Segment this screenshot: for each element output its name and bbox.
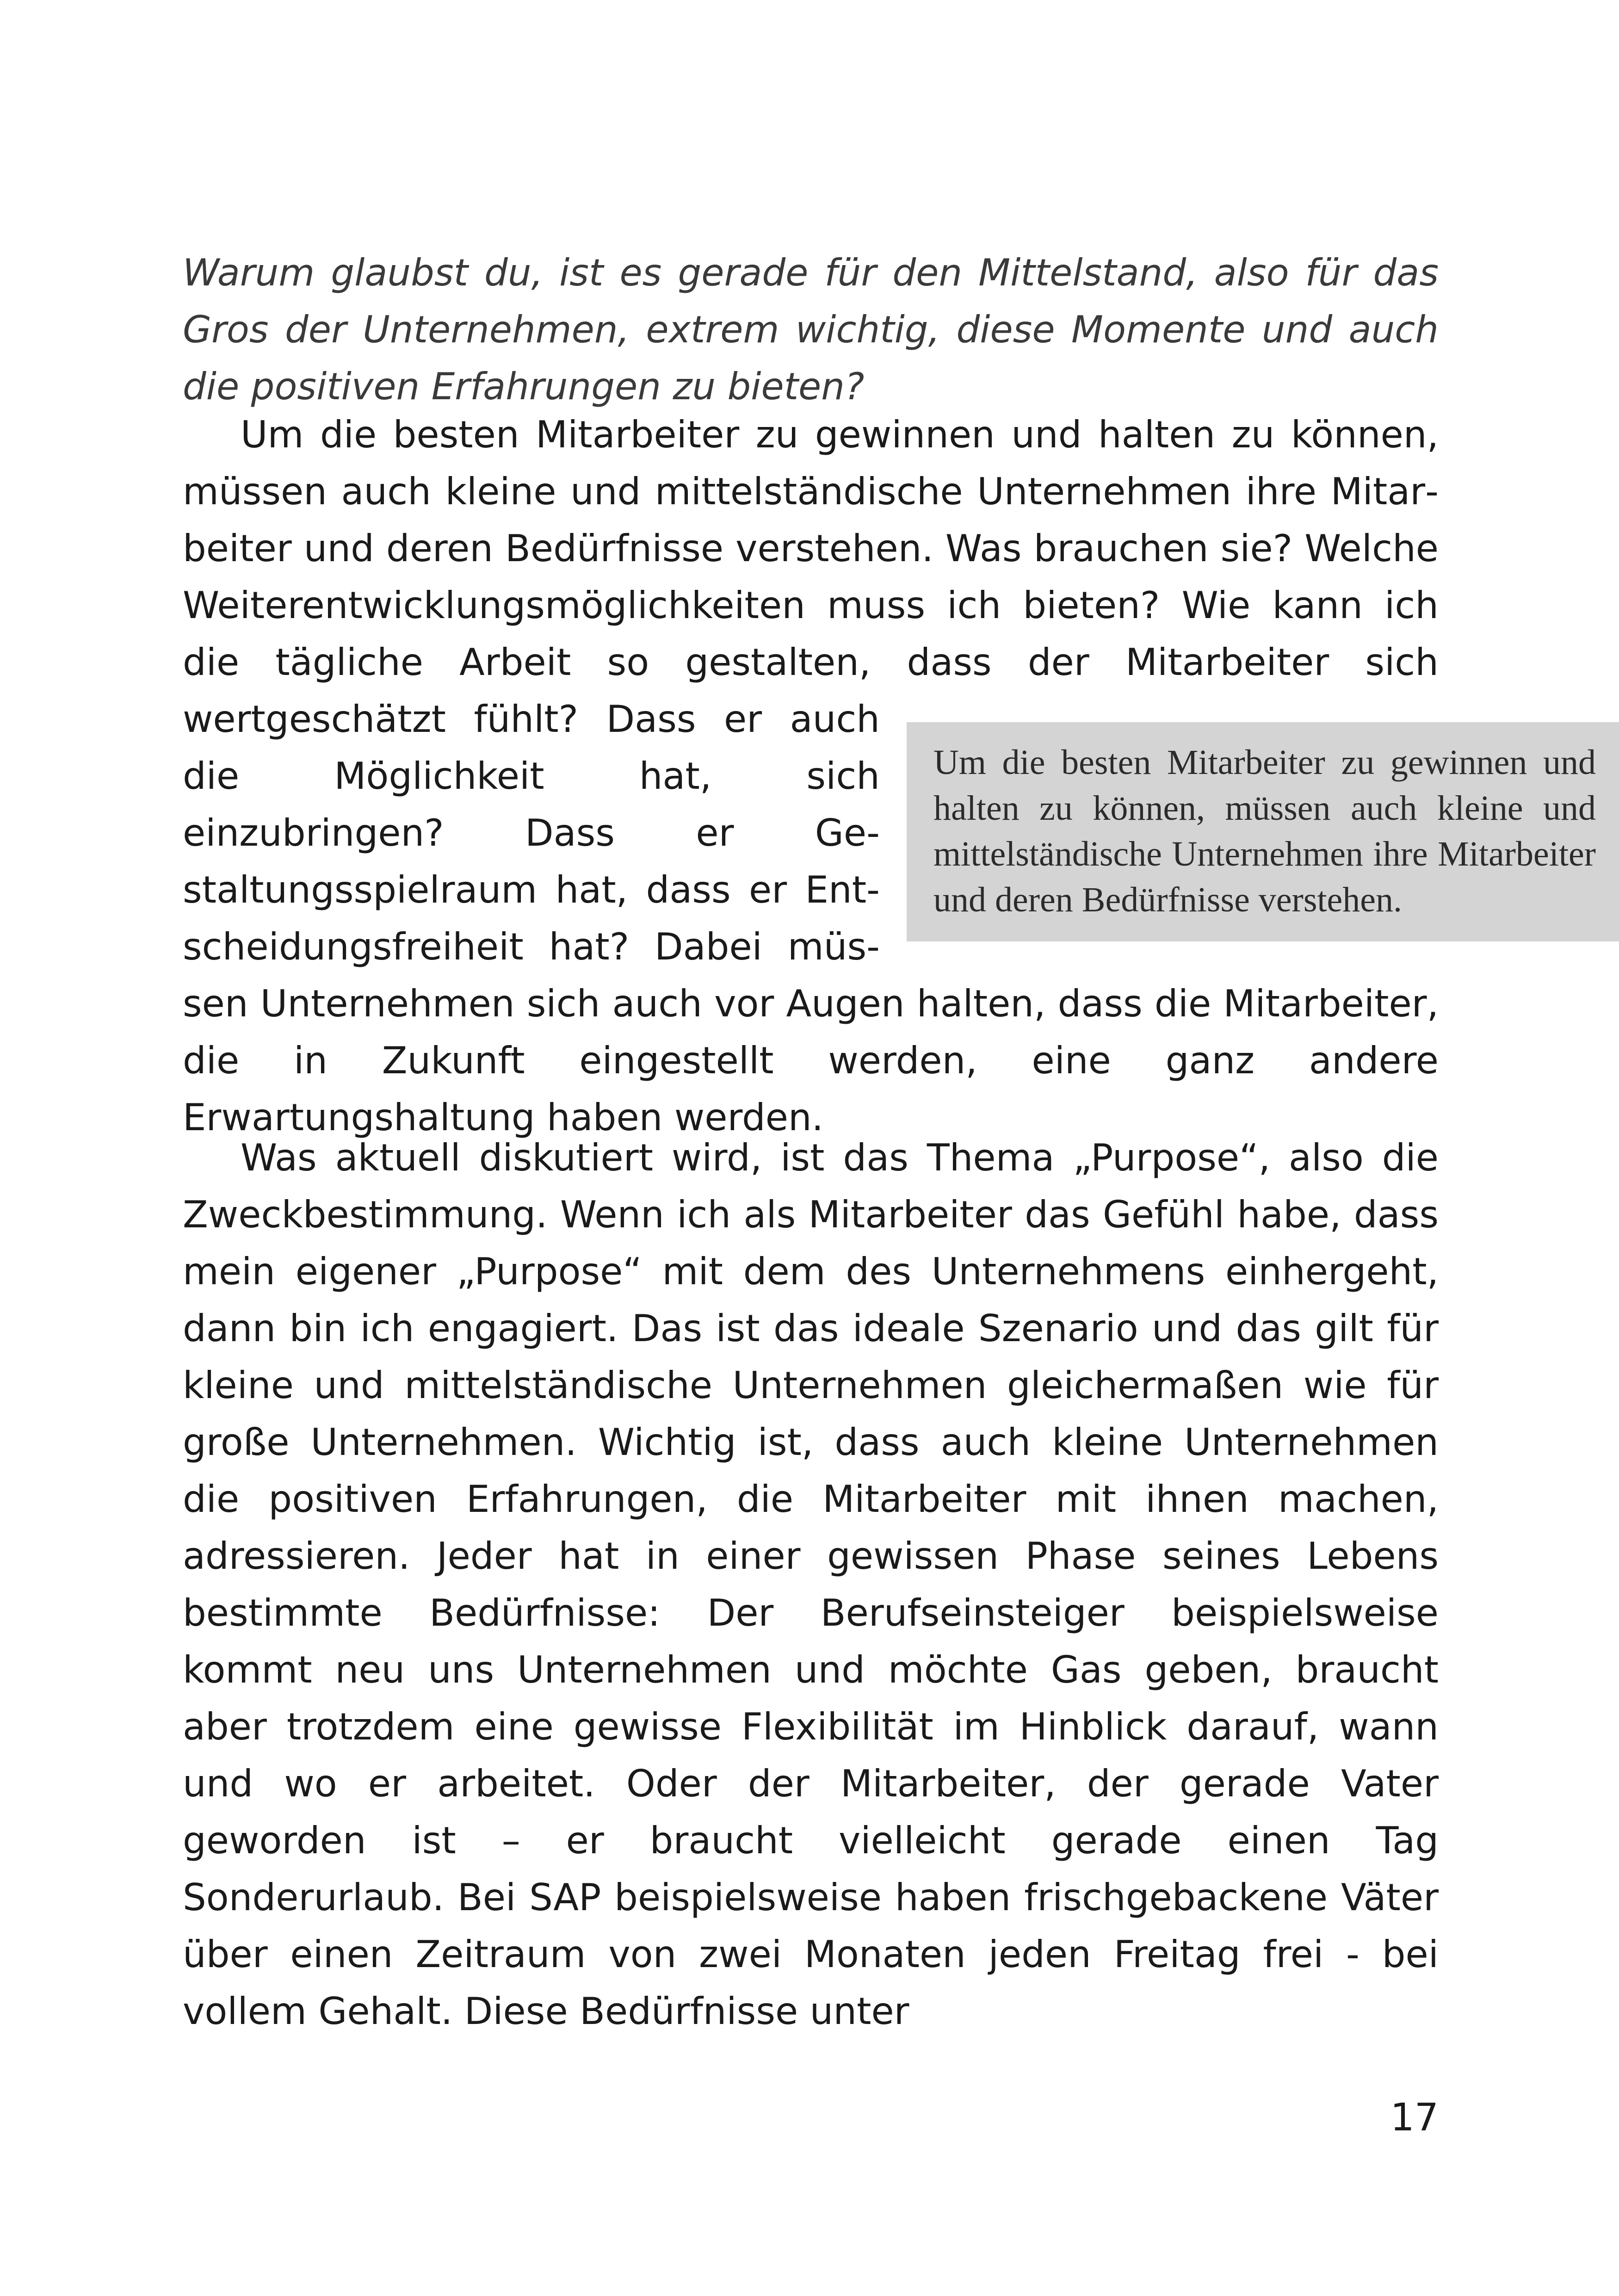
paragraph-1-text-start: Um die besten Mitarbeiter zu gewinnen und halten zu können, müssen auch kleine und mittelständische Unternehmen ihre Mitarbeiter und deren Bedürfnisse verstehen. Was brauchen sie? Welche Weiterentwicklungsmöglichkeiten muss ich bieten? Wie kann ich die tägliche Arbeit so gestalten, dass der Mitarbeiter sich wertgeschätzt (183, 413, 1439, 741)
answer-paragraph-1 (183, 406, 1596, 1146)
interview-question: Warum glaubst du, ist es gerade für den Mittelstand, also für das Gros der Unternehmen, extrem wichtig, diese Momente und auch die positiven Erfahrungen zu bieten? (183, 251, 1439, 408)
page-number: 17 (1390, 2096, 1439, 2140)
paragraph-2-text: Was aktuell diskutiert wird, ist das Thema „Purpose“, also die Zweckbestimmung. Wenn ich als Mitarbeiter das Gefühl habe, dass mein eigener „Purpose“ mit dem des Unternehmens einhergeht, dann bin ich engagiert. Das ist das ideale Szenario und das gilt für kleine und mittelständische Unternehmen gleichermaßen wie für große Unternehmen. Wichtig ist, dass auch kleine Unternehmen die positiven Erfahrungen, die Mitarbeiter mit ihnen machen, adressieren. Jeder hat in einer gewissen Phase seines Lebens bestimmte Bedürfnisse: Der Berufseinsteiger beispielsweise kommt neu uns Unternehmen und möchte Gas geben, braucht aber trotzdem eine gewisse Flexibilität im Hinblick darauf, wann und wo er arbeitet. Oder der Mitarbeiter, der gerade Vater geworden ist – er braucht vielleicht gerade einen Tag Sonderurlaub. Bei SAP beispielsweise haben frischgebackene Väter über einen Zeitraum von zwei Monaten jeden Freitag frei - bei vollem Gehalt. Diese Bedürfnisse unter (183, 1136, 1439, 2033)
paragraph-1-text-end: fühlt? Dass er auch die Möglichkeit hat, sich einzubringen? Dass er Gestaltungsspielraum hat, dass er Entscheidungsfreiheit hat? Dabei müssen Unternehmen sich auch vor Augen halten, dass die Mitarbeiter, die in Zukunft eingestellt werden, eine ganz andere Erwartungshaltung haben werden. (183, 698, 1439, 1139)
answer-paragraph-2 (183, 1129, 1439, 2040)
pull-quote-box: Um die besten Mitarbeiter zu gewinnen und halten zu können, müssen auch kleine und mittelständische Unternehmen ihre Mitarbeiter und deren Bedürfnisse verstehen. (907, 722, 1619, 941)
